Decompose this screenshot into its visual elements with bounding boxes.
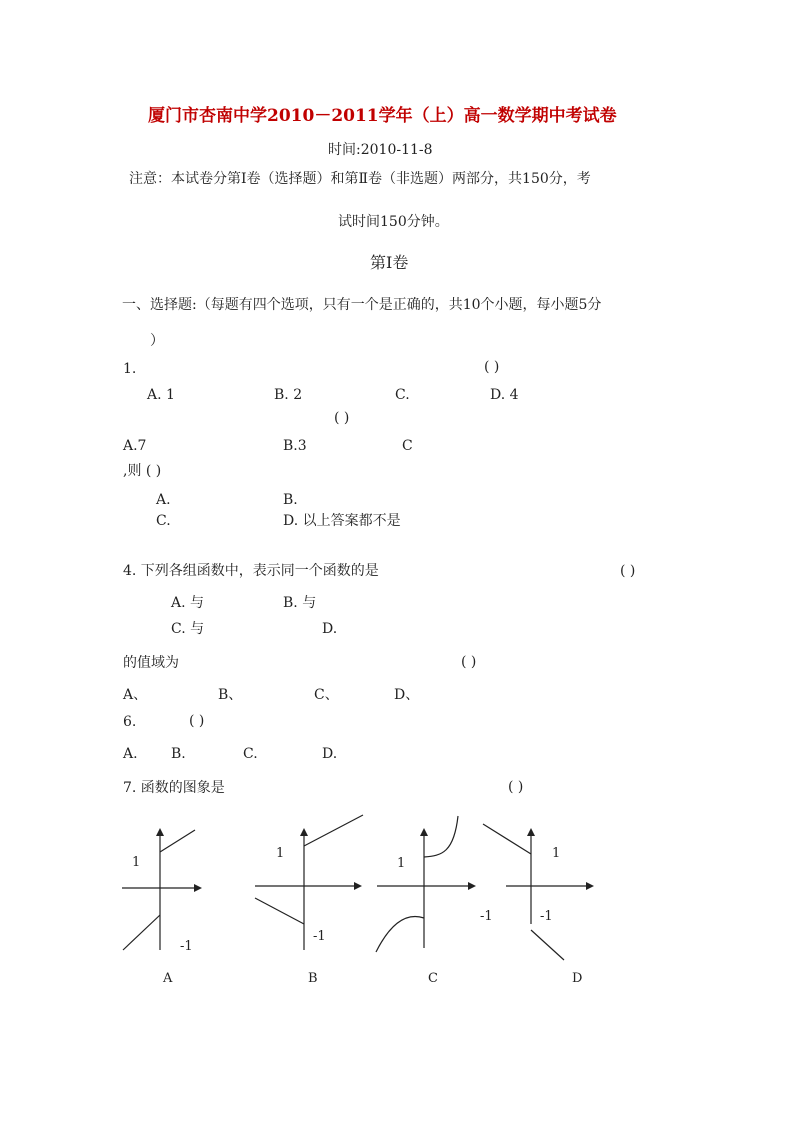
q7-answer-paren: ( ) [508, 779, 524, 795]
q1-option-b: B. 2 [274, 387, 303, 403]
q3-option-a: A. [156, 492, 171, 508]
graph-curve-right [424, 816, 458, 857]
q6-option-d: D. [322, 746, 338, 762]
q6-answer-paren: ( ) [189, 713, 205, 729]
section-heading-close: ） [150, 333, 164, 349]
q5-option-a: A、 [123, 687, 148, 703]
q6-option-c: C. [243, 746, 258, 762]
q4-option-b: B. 与 [283, 595, 317, 611]
q6-option-b: B. [171, 746, 186, 762]
page-title: 厦门市杏南中学2010－2011学年（上）高一数学期中考试卷 [148, 106, 617, 126]
graph-a [118, 818, 208, 988]
q2-option-a: A.7 [123, 438, 147, 454]
graph-c-label: C [428, 971, 438, 986]
graph-b [250, 812, 370, 988]
label-one: 1 [552, 846, 561, 861]
graph-d-label: D [572, 971, 583, 986]
y-axis-arrow [527, 828, 535, 836]
q4-option-d: D. [322, 621, 338, 637]
graph-curve-left [483, 824, 531, 854]
graph-curve-right [531, 930, 564, 960]
label-one: 1 [397, 856, 406, 871]
q5-answer-paren: ( ) [461, 654, 477, 670]
label-neg-one-left: -1 [480, 909, 493, 924]
q4-option-c: C. 与 [171, 621, 205, 637]
graph-d [472, 812, 602, 988]
q5-option-d: D、 [394, 687, 420, 703]
graph-curve-left [123, 915, 160, 950]
q6-number: 6. [123, 714, 137, 730]
q3-stem: ,则 ( ) [123, 463, 162, 479]
graph-c [372, 812, 482, 988]
q2-answer-paren: ( ) [334, 410, 350, 426]
graph-curve-left [255, 898, 304, 924]
label-neg-one-right: -1 [540, 909, 553, 924]
label-one: 1 [132, 855, 141, 870]
label-neg-one: -1 [180, 939, 193, 954]
x-axis-arrow [194, 884, 202, 892]
graph-curve-right [160, 830, 195, 852]
y-axis-arrow [420, 828, 428, 836]
q4-option-a: A. 与 [171, 595, 205, 611]
label-one: 1 [276, 846, 285, 861]
q6-option-a: A. [123, 746, 138, 762]
q7-stem: 7. 函数的图象是 [123, 780, 225, 796]
q2-option-b: B.3 [283, 438, 307, 454]
x-axis-arrow [354, 882, 362, 890]
q1-option-c: C. [395, 387, 410, 403]
q5-option-b: B、 [218, 687, 243, 703]
graph-a-label: A [163, 971, 173, 986]
q3-option-d: D. 以上答案都不是 [283, 513, 401, 529]
x-axis-arrow [586, 882, 594, 890]
notice-line-1: 注意：本试卷分第Ⅰ卷（选择题）和第Ⅱ卷（非选题）两部分，共150分，考 [129, 171, 591, 187]
y-axis-arrow [156, 828, 164, 836]
graph-curve-left [376, 916, 424, 952]
q3-option-c: C. [156, 513, 171, 529]
q5-stem: 的值域为 [123, 655, 179, 671]
graph-curve-right [304, 815, 363, 846]
label-neg-one: -1 [313, 929, 326, 944]
q4-stem: 4. 下列各组函数中，表示同一个函数的是 [123, 563, 379, 579]
q1-number: 1. [123, 361, 137, 377]
y-axis-arrow [300, 828, 308, 836]
q1-option-d: D. 4 [490, 387, 519, 403]
volume-heading: 第Ⅰ卷 [370, 253, 409, 272]
q1-answer-paren: ( ) [484, 359, 500, 375]
graph-b-label: B [308, 971, 318, 986]
exam-date: 时间:2010-11-8 [328, 142, 433, 158]
q3-option-b: B. [283, 492, 298, 508]
q5-option-c: C、 [314, 687, 339, 703]
q2-option-c: C [402, 438, 413, 454]
section-heading: 一、选择题:（每题有四个选项，只有一个是正确的，共10个小题，每小题5分 [122, 297, 602, 313]
notice-line-2: 试时间150分钟。 [338, 214, 449, 230]
q4-answer-paren: ( ) [620, 563, 636, 579]
q1-option-a: A. 1 [147, 387, 175, 403]
